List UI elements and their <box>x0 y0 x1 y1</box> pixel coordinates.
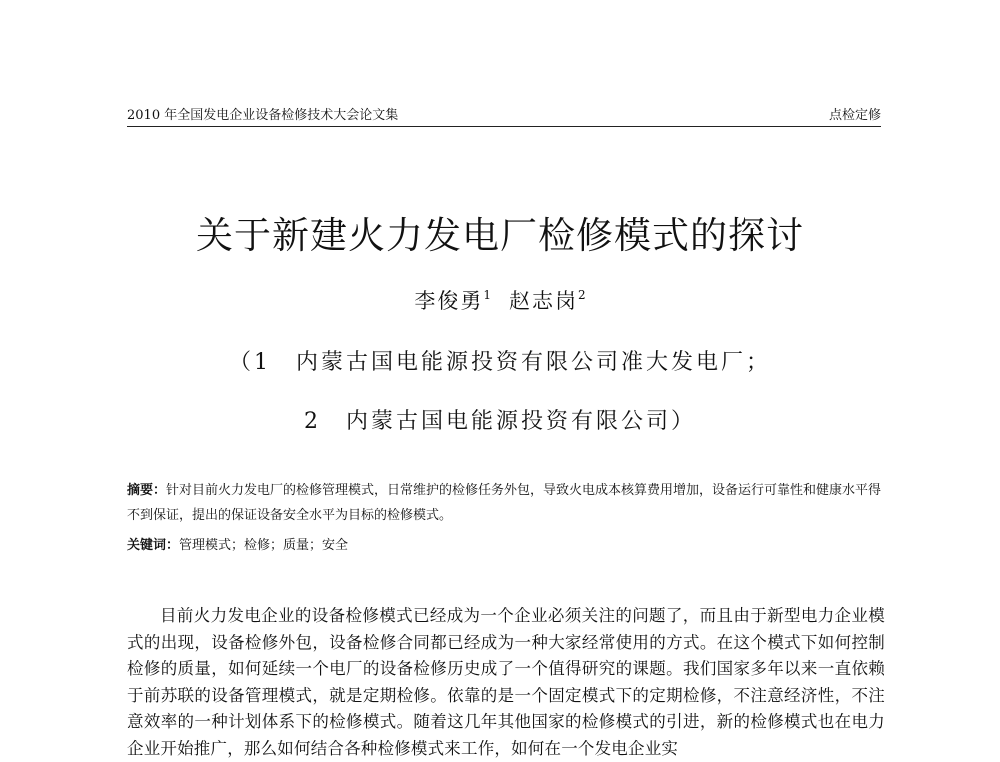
author-name: 李俊勇 <box>414 289 484 313</box>
running-header <box>127 101 881 127</box>
affiliation-line: （1 内蒙古国电能源投资有限公司准大发电厂； <box>229 350 771 375</box>
author-affiliation-mark: 1 <box>483 288 491 302</box>
author-affiliation-mark: 2 <box>578 288 586 302</box>
abstract-text: 针对目前火力发电厂的检修管理模式，日常维护的检修任务外包，导致火电成本核算费用增加，设备运行可靠性和健康水平得不到保证，提出的保证设备安全水平为目标的检修模式。 <box>127 483 882 523</box>
keywords-label: 关键词： <box>127 538 180 553</box>
header-section-title: 点检定修 <box>828 108 881 123</box>
header-proceedings-title: 2010 年全国发电企业设备检修技术大会论文集 <box>127 108 399 123</box>
abstract-label: 摘要： <box>127 483 167 498</box>
body-paragraph: 目前火力发电企业的设备检修模式已经成为一个企业必须关注的问题了，而且由于新型电力企业模式的出现，设备检修外包，设备检修合同都已经成为一种大家经常使用的方式。在这个模式下如何控制检修的质量，如何延续一个电厂的设备检修历史成了一个值得研究的课题。我们国家多年以来一直依赖于前苏联的设备管理模式，就是定期检修。依靠的是一个固定模式下的定期检修，不注意经济性，不注意效率的一种计划体系下的检修模式。随着这几年其他国家的检修模式的引进，新的检修模式也在电力企业开始推广，那么如何结合各种检修模式来工作，如何在一个发电企业实 <box>127 606 885 758</box>
affiliation-line: 2 内蒙古国电能源投资有限公司） <box>304 409 696 434</box>
abstract <box>127 478 885 528</box>
keywords <box>127 536 885 556</box>
author-name: 赵志岗 <box>509 289 578 313</box>
paper-title: 关于新建火力发电厂检修模式的探讨 <box>196 214 804 257</box>
author-line <box>0 285 1000 315</box>
keywords-text: 管理模式；检修；质量；安全 <box>179 538 349 553</box>
